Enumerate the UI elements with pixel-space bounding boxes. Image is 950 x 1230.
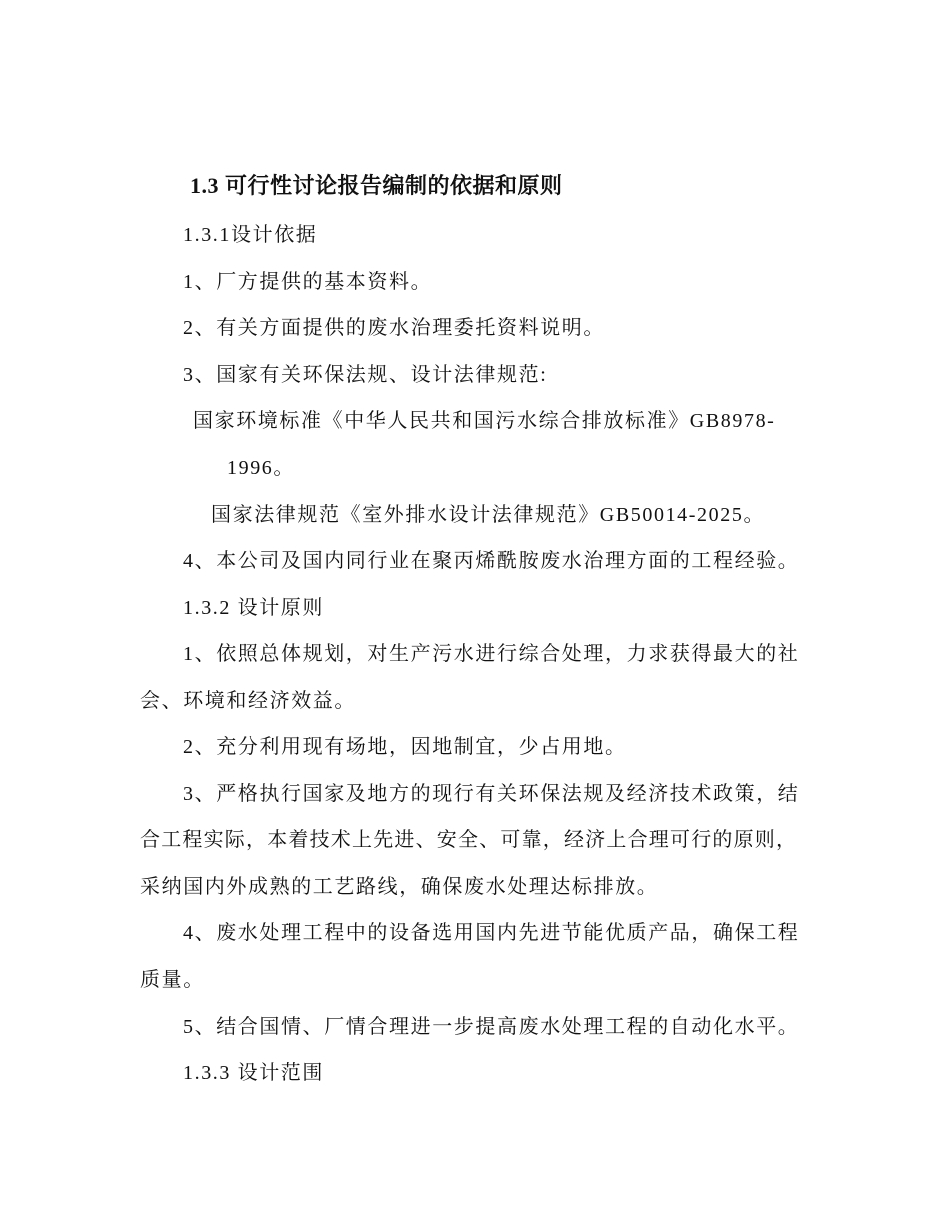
principle-item-3-line-2: 合工程实际，本着技术上先进、安全、可靠，经济上合理可行的原则， — [140, 829, 798, 851]
standard-item-1-line-1: 国家环境标准《中华人民共和国污水综合排放标准》GB8978- — [193, 410, 776, 432]
basis-item-4: 4、本公司及国内同行业在聚丙烯酰胺废水治理方面的工程经验。 — [183, 550, 800, 572]
basis-item-1: 1、厂方提供的基本资料。 — [183, 271, 433, 293]
principle-item-4-line-2: 质量。 — [140, 969, 205, 991]
standard-item-2: 国家法律规范《室外排水设计法律规范》GB50014-2025。 — [211, 504, 766, 526]
section-heading: 1.3 可行性讨论报告编制的依据和原则 — [190, 173, 563, 198]
basis-item-3: 3、国家有关环保法规、设计法律规范: — [183, 364, 548, 386]
principle-item-3-line-1: 3、严格执行国家及地方的现行有关环保法规及经济技术政策，结 — [183, 783, 800, 805]
principle-item-5: 5、结合国情、厂情合理进一步提高废水处理工程的自动化水平。 — [183, 1016, 800, 1038]
principle-item-1-line-1: 1、依照总体规划，对生产污水进行综合处理，力求获得最大的社 — [183, 643, 800, 665]
principle-item-3-line-3: 采纳国内外成熟的工艺路线，确保废水处理达标排放。 — [140, 876, 659, 898]
basis-item-2: 2、有关方面提供的废水治理委托资料说明。 — [183, 317, 605, 339]
subsection-heading-scope: 1.3.3 设计范围 — [183, 1062, 324, 1084]
principle-item-2: 2、充分利用现有场地，因地制宜，少占用地。 — [183, 736, 627, 758]
standard-item-1-line-2: 1996。 — [227, 457, 295, 479]
subsection-heading-principles: 1.3.2 设计原则 — [183, 597, 324, 619]
principle-item-1-line-2: 会、环境和经济效益。 — [140, 690, 356, 712]
principle-item-4-line-1: 4、废水处理工程中的设备选用国内先进节能优质产品，确保工程 — [183, 922, 800, 944]
subsection-heading-basis: 1.3.1设计依据 — [183, 224, 318, 246]
